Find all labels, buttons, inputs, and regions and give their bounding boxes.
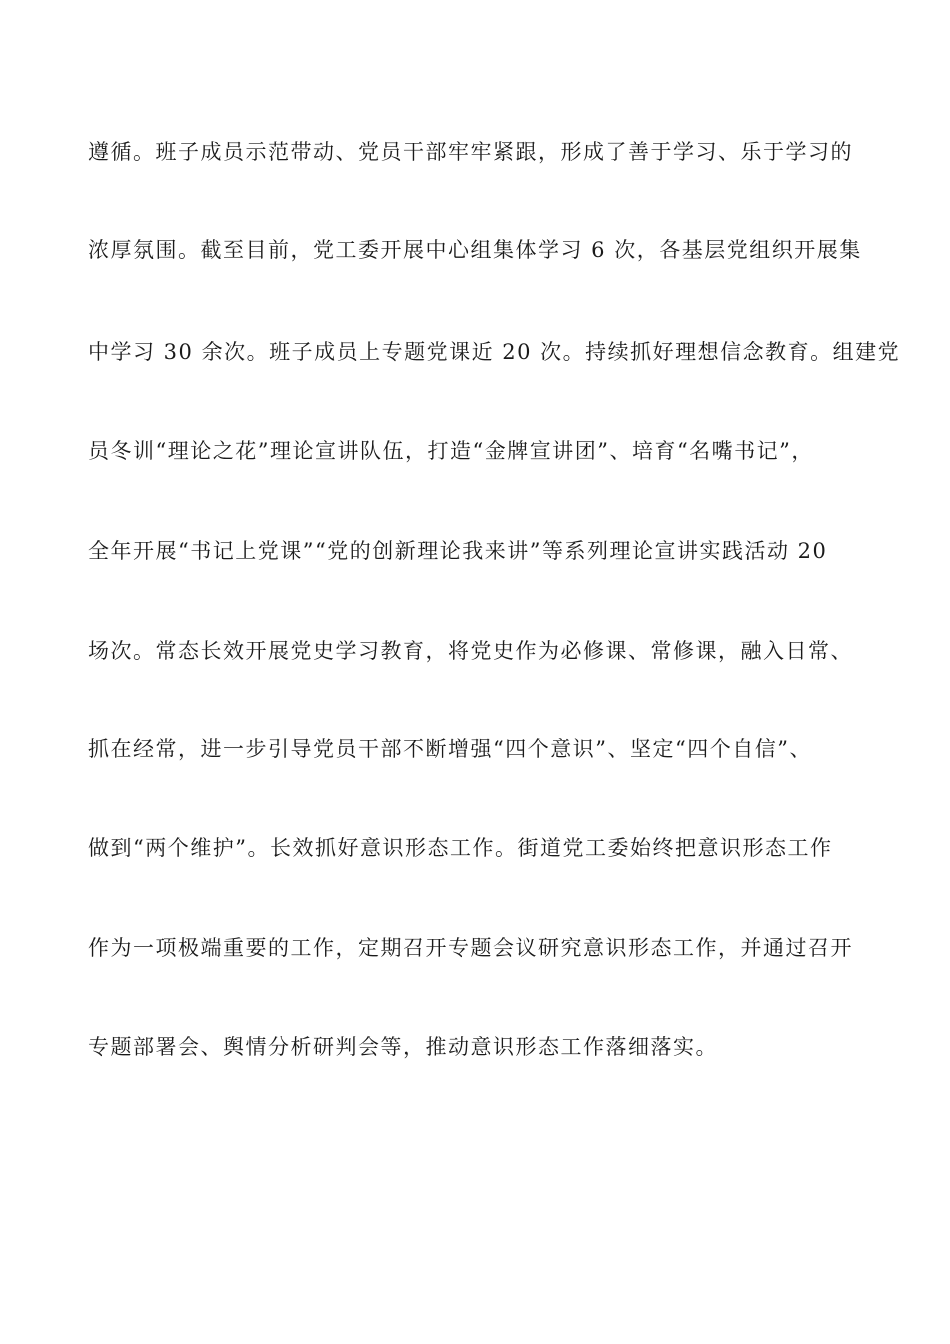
paragraph-line-2: 浓厚氛围。截至目前，党工委开展中心组集体学习 6 次，各基层党组织开展集: [88, 238, 862, 262]
paragraph-line-8: 做到“两个维护”。长效抓好意识形态工作。街道党工委始终把意识形态工作: [88, 836, 833, 860]
paragraph-line-4: 员冬训“理论之花”理论宣讲队伍，打造“金牌宣讲团”、培育“名嘴书记”，: [88, 439, 814, 463]
paragraph-line-9: 作为一项极端重要的工作，定期召开专题会议研究意识形态工作，并通过召开: [88, 936, 853, 960]
paragraph-line-3: 中学习 30 余次。班子成员上专题党课近 20 次。持续抓好理想信念教育。组建党: [88, 340, 901, 364]
paragraph-line-7: 抓在经常，进一步引导党员干部不断增强“四个意识”、坚定“四个自信”、: [88, 737, 812, 761]
paragraph-line-1: 遵循。班子成员示范带动、党员干部牢牢紧跟，形成了善于学习、乐于学习的: [88, 140, 853, 164]
paragraph-line-10: 专题部署会、舆情分析研判会等，推动意识形态工作落细落实。: [88, 1035, 718, 1059]
paragraph-line-5: 全年开展“书记上党课”“党的创新理论我来讲”等系列理论宣讲实践活动 20: [88, 539, 828, 563]
paragraph-line-6: 场次。常态长效开展党史学习教育，将党史作为必修课、常修课，融入日常、: [88, 639, 853, 663]
